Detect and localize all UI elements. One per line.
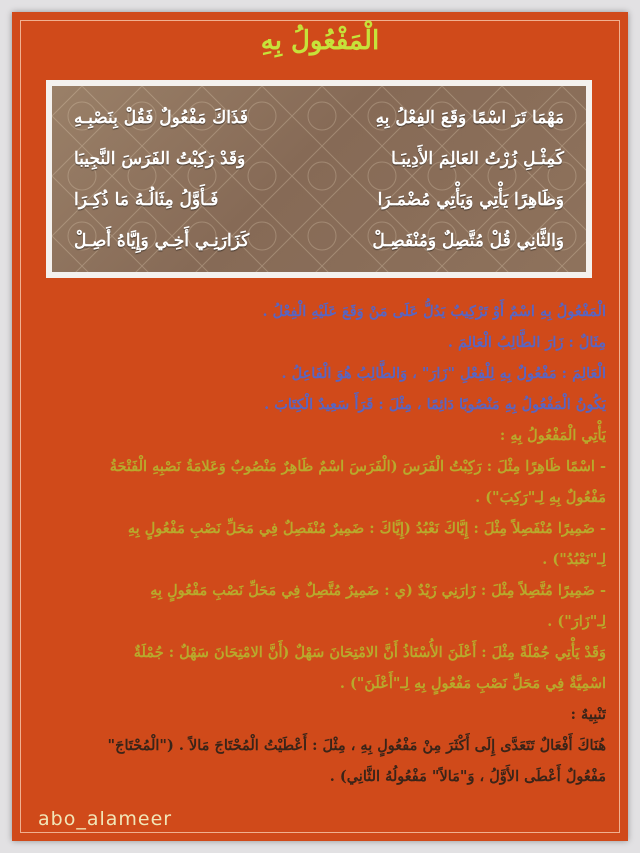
author-signature: abo_alameer (38, 808, 173, 830)
poem-verse (74, 190, 564, 230)
verse-second-half: فَـأَوَّلُ مِثَالُـهُ مَا ذُكِـرَا (74, 190, 219, 210)
sentence-form-line: وَقَدْ يَأْتِي جُمْلَةً مِثْلَ : أَعْلَنَ الأُسْتَاذُ أَنَّ الامْتِحَانَ سَهْلٌ (أَنَّ الامْتِحَانَ سَهْلٌ : جُمْلَةٌ (133, 644, 606, 661)
poem-box (46, 80, 592, 278)
verse-second-half: فَذَاكَ مَفْعُولٌ فَقُلْ بِنَصْبِـهِ (74, 108, 249, 128)
definition-line: الْمَفْعُولُ بِهِ اسْمٌ أَوْ تَرْكِيبٌ يَدُلُّ عَلَى مَنْ وَقَعَ عَلَيْهِ الْفِعْلُ . (262, 303, 606, 320)
form-line: - ضَمِيرًا مُتَّصِلاً مِثْلَ : زَارَنِي زَيْدٌ (ي : ضَمِيرٌ مُتَّصِلٌ فِي مَحَلِّ نَصْبِ مَفْعُولٍ بِهِ (150, 582, 606, 599)
form-line: - ضَمِيرًا مُنْفَصِلاً مِثْلَ : إِيَّاكَ نَعْبُدُ (إِيَّاكَ : ضَمِيرٌ مُنْفَصِلٌ فِي مَحَلِّ نَصْبِ مَفْعُولٍ بِهِ (127, 520, 606, 537)
poem-verse (74, 231, 564, 271)
verse-second-half: كَزَارَنِـي أَخِـي وَإِيَّاهُ أَصِـلْ (74, 231, 250, 251)
form-line: - اسْمًا ظَاهِرًا مِثْلَ : رَكِبْتُ الْفَرَسَ (الْفَرَسَ اسْمٌ ظَاهِرٌ مَنْصُوبٌ وَعَلامَةُ نَصْبِهِ الْفَتْحَةُ (109, 458, 606, 475)
example-line: مِثَالٌ : زَارَ الطَّالِبُ الْعَالِمَ . (447, 334, 606, 351)
form-line: لِـ"نَعْبُدُ") . (542, 551, 606, 568)
rule-line: يَكُونُ الْمَفْعُولُ بِهِ مَنْصُوبًا دَائِمًا ، مِثْلَ : قَرَأَ سَعِيدٌ الْكِتَابَ . (264, 396, 606, 413)
form-line: لِـ"زَارَ") . (547, 613, 606, 630)
verse-second-half: وَقَدْ رَكِبْتُ الفَرَسَ النَّجِيبَا (74, 149, 246, 169)
verse-first-half: وَالثَّانِي قُلْ مُتَّصِلٌ وَمُنْفَصِـلْ (372, 231, 564, 251)
sentence-form-line: اسْمِيَّةٌ فِي مَحَلِّ نَصْبِ مَفْعُولٍ بِهِ لِـ"أَعْلَنَ") . (339, 675, 606, 692)
explanation-text (30, 296, 606, 792)
note-heading: تَنْبِيهٌ : (570, 706, 606, 723)
poem-verse (74, 149, 564, 189)
verse-first-half: كَمِثْـلِ زُرْتُ العَالِمَ الأَدِيبَـا (391, 149, 564, 169)
note-line: هُنَاكَ أَفْعَالٌ تَتَعَدَّى إِلَى أَكْثَرَ مِنْ مَفْعُولٍ بِهِ ، مِثْلَ : أَعْطَيْتُ الْمُحْتَاجَ مَالاً . ("الْمُحْتَاجَ" (107, 737, 606, 754)
note-line: مَفْعُولٌ أَعْطَى الأَوَّلُ ، وَ"مَالاً" مَفْعُولُهُ الثَّانِي) . (329, 768, 606, 785)
poem-panel (52, 86, 586, 272)
verse-first-half: وَظَاهِرًا يَأْتِي وَيَأْتِي مُضْمَـرَا (377, 190, 564, 210)
forms-heading: يَأْتِي الْمَفْعُولُ بِهِ : (499, 427, 606, 444)
example-explanation-line: الْعَالِمَ : مَفْعُولٌ بِهِ لِلْفِعْلِ "زَارَ" ، وَالطَّالِبُ هُوَ الْفَاعِلُ . (281, 365, 606, 382)
poem-verse (74, 108, 564, 148)
form-line: مَفْعُولٌ بِهِ لِـ"رَكِبَ") . (475, 489, 606, 506)
page-frame (12, 12, 628, 841)
verse-first-half: مَهْمَا تَرَ اسْمًا وَقَعَ الفِعْلُ بِهِ (375, 108, 564, 128)
page-title: الْمَفْعُولُ بِهِ (260, 26, 380, 56)
